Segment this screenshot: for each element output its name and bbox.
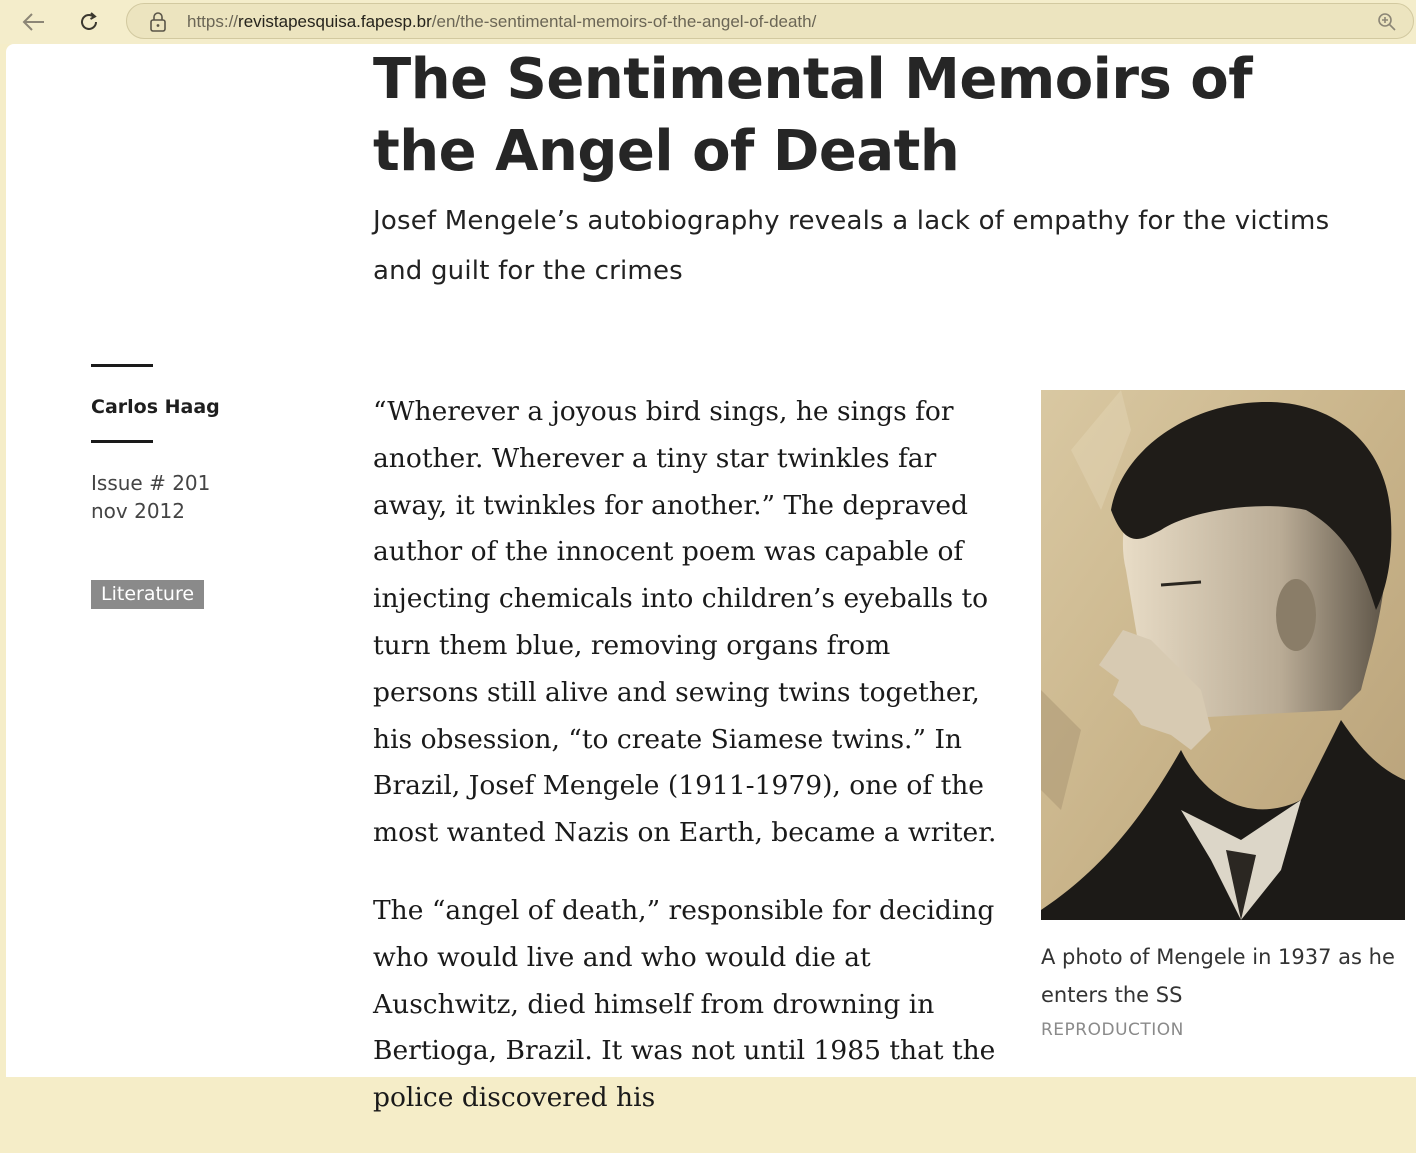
issue-number[interactable]: Issue # 201	[91, 471, 211, 495]
back-arrow-icon[interactable]	[18, 6, 50, 38]
url-path: /en/the-sentimental-memoirs-of-the-angel-of-death/	[431, 12, 817, 31]
lock-icon[interactable]	[149, 12, 167, 32]
issue-info	[91, 469, 331, 525]
mengele-portrait-photo[interactable]	[1041, 390, 1405, 920]
divider	[91, 440, 153, 443]
url-prefix: https://	[187, 12, 239, 31]
url-text	[187, 12, 816, 32]
issue-date: nov 2012	[91, 499, 186, 523]
figure-credit: REPRODUCTION	[1041, 1020, 1184, 1040]
category-tag[interactable]: Literature	[91, 580, 204, 609]
paragraph: The “angel of death,” responsible for deciding who would live and who would die at Auschwitz, died himself from drowning in Bertioga, Brazil. It was not until 1985 that the police discovered his	[373, 894, 996, 1114]
paragraph: “Wherever a joyous bird sings, he sings for another. Wherever a tiny star twinkles far away, it twinkles for another.” The depraved author of the innocent poem was capable of injecting chemicals into children’s eyeballs to turn them blue, removing organs from persons still alive and sewing twins together, his obsession, “to create Siamese twins.” In Brazil, Josef Mengele (1911-1979), one of the most wanted Nazis on Earth, became a writer.	[373, 396, 997, 849]
figure-caption: A photo of Mengele in 1937 as he enters the SS	[1041, 945, 1395, 1007]
browser-toolbar	[0, 0, 1416, 44]
divider	[91, 364, 153, 367]
article-figure	[1041, 390, 1405, 1040]
address-bar[interactable]	[126, 3, 1414, 39]
article-meta	[91, 364, 331, 609]
reload-icon[interactable]	[73, 6, 105, 38]
article-subtitle: Josef Mengele’s autobiography reveals a lack of empathy for the victims and guilt for the crimes	[373, 206, 1330, 286]
author-link[interactable]: Carlos Haag	[91, 396, 220, 418]
zoom-icon[interactable]	[1377, 12, 1397, 32]
article-title: The Sentimental Memoirs of the Angel of Death	[373, 47, 1253, 184]
page-content	[6, 44, 1416, 1114]
article-body	[373, 389, 1003, 1153]
url-host: revistapesquisa.fapesp.br	[238, 12, 432, 31]
